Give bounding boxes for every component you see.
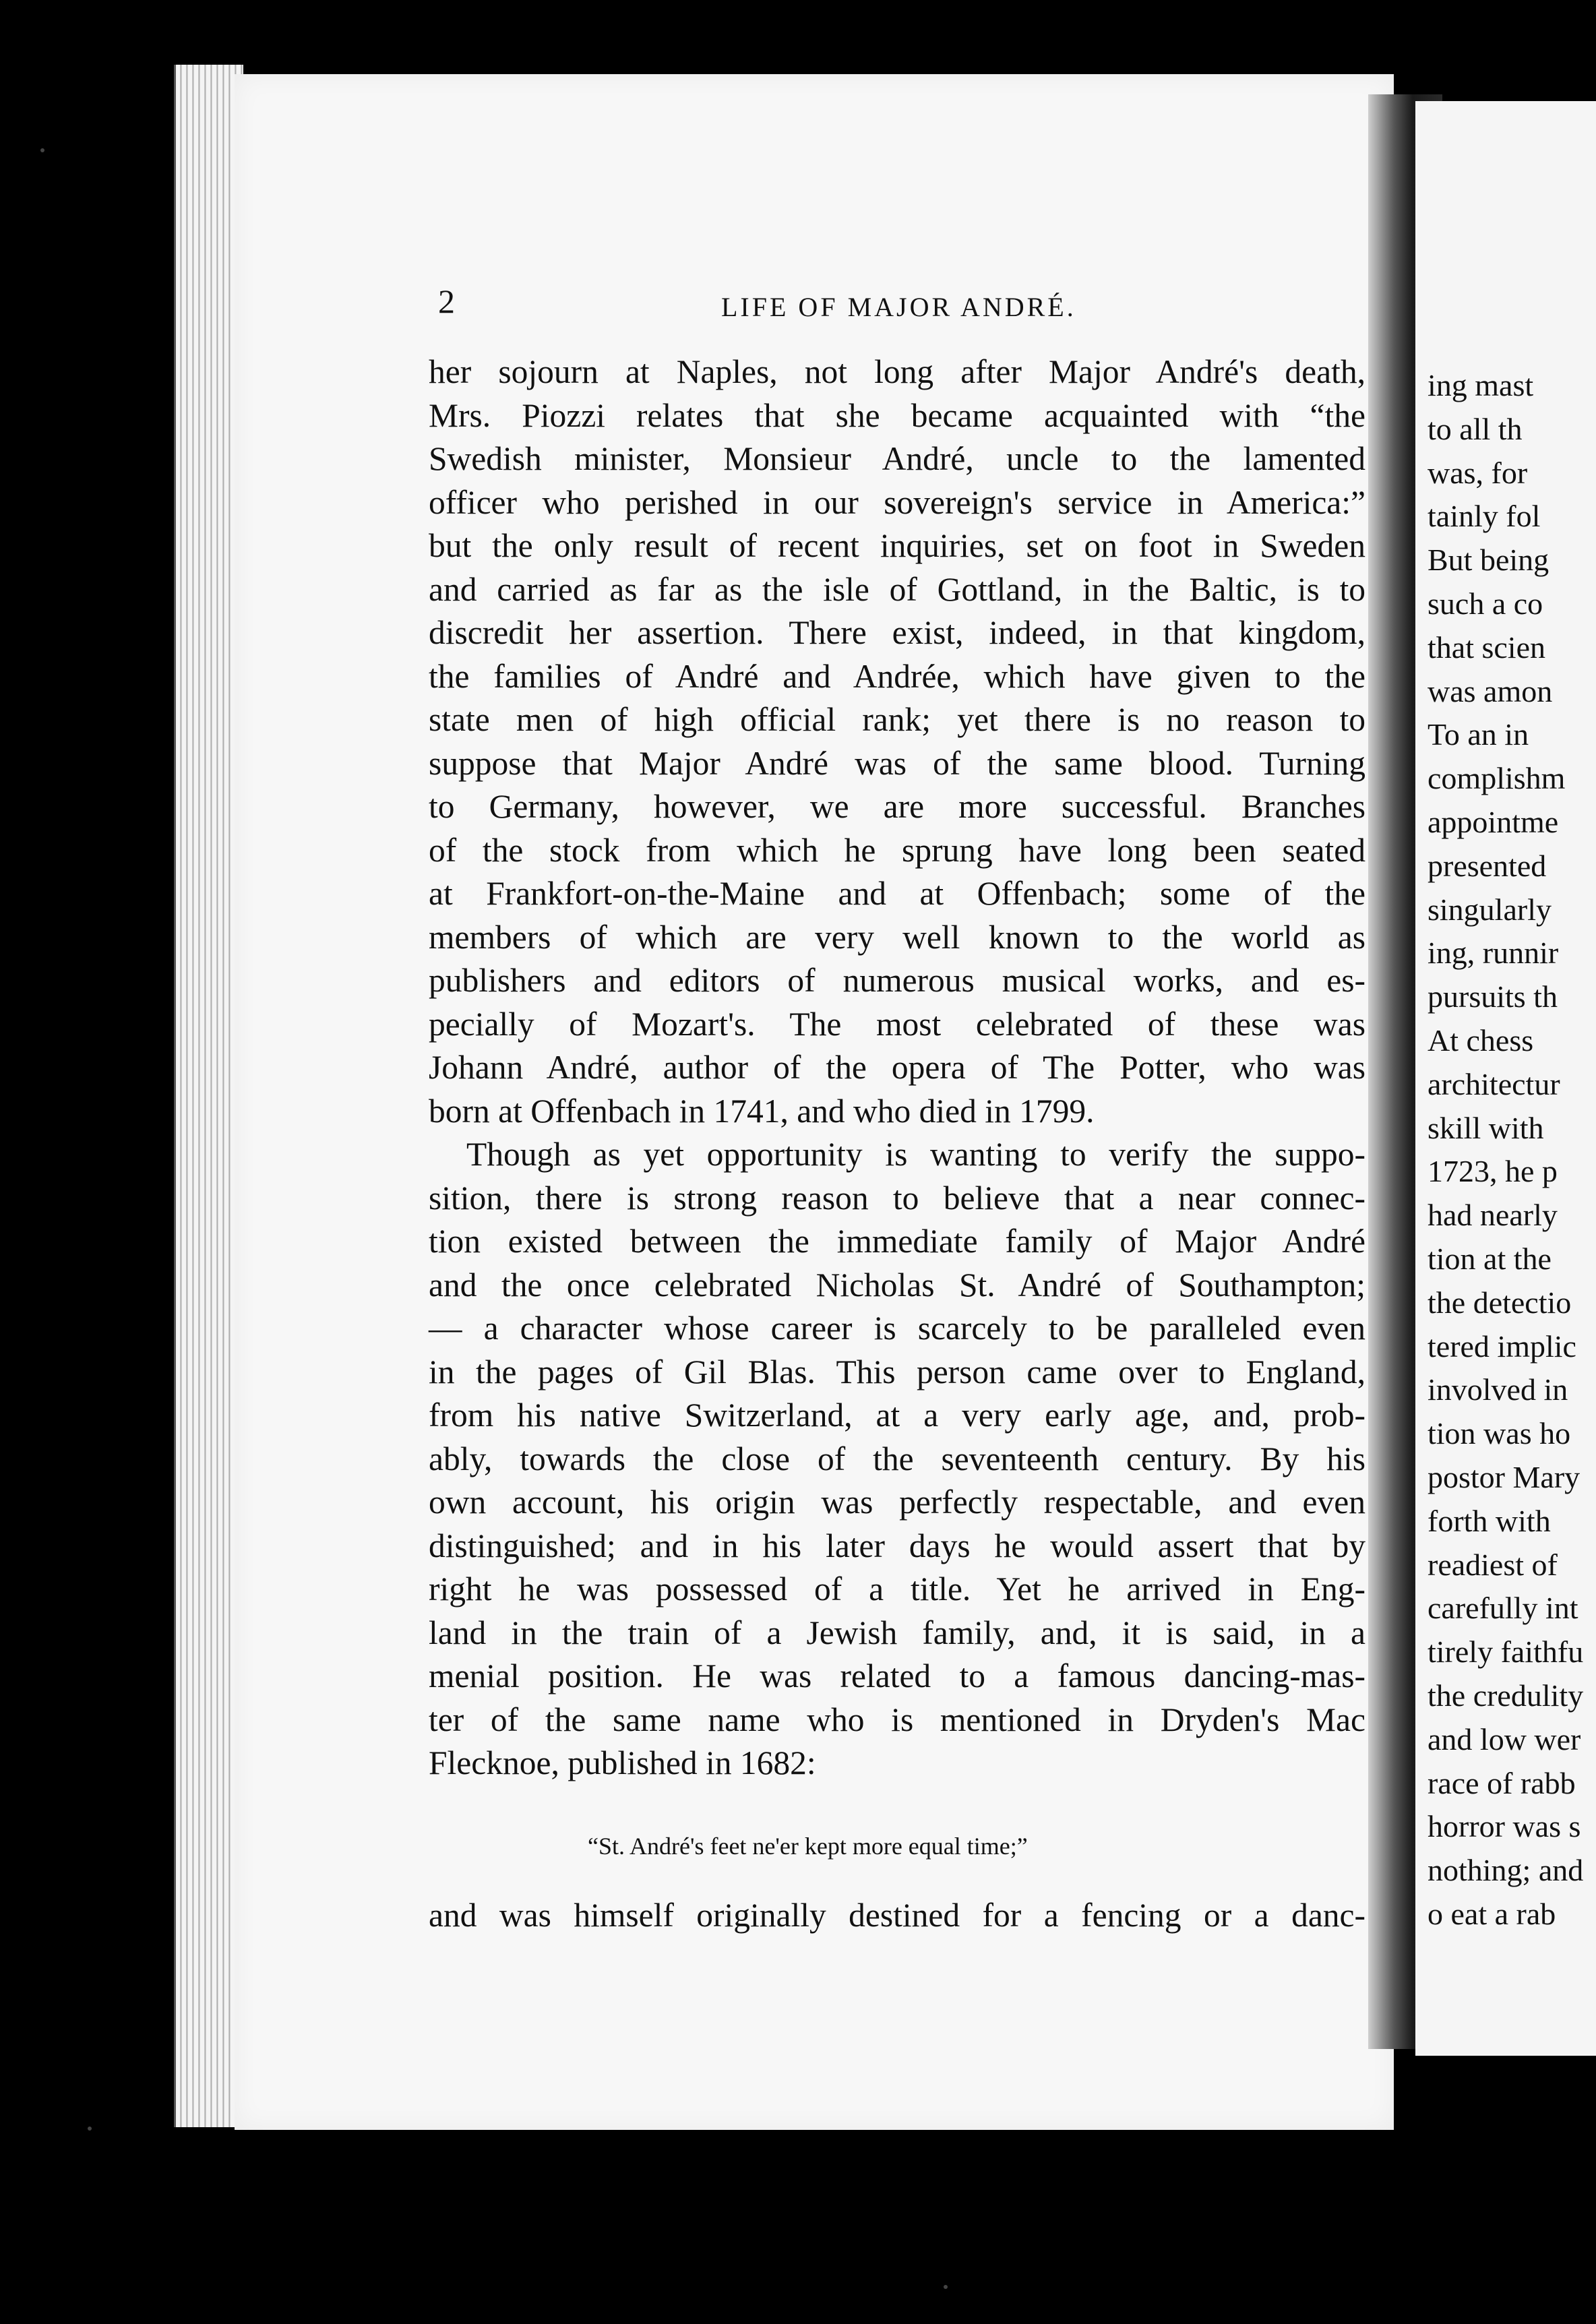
facing-line: pursuits th: [1428, 979, 1558, 1014]
text-line: officer who perished in our sovereign's service in America:”: [429, 483, 1365, 521]
text-line: Flecknoe, published in 1682:: [429, 1744, 816, 1781]
facing-line: to all th: [1428, 411, 1523, 446]
text-line: land in the train of a Jewish family, and, it is said, in a: [429, 1614, 1365, 1651]
text-line: from his native Switzerland, at a very early age, and, prob-: [429, 1397, 1365, 1434]
text-line: at Frankfort-on-the-Maine and at Offenbach; some of the: [429, 875, 1365, 912]
facing-line: tirely faithfu: [1428, 1634, 1584, 1670]
facing-line: and low wer: [1428, 1721, 1581, 1756]
facing-line: skill with: [1428, 1110, 1544, 1145]
facing-line: the credulity: [1428, 1678, 1584, 1713]
text-line: members of which are very well known to the world as: [429, 918, 1365, 956]
facing-page-text: [1428, 364, 1596, 1936]
scan-speck: [88, 2127, 92, 2131]
text-line: publishers and editors of numerous musical works, and es-: [429, 962, 1365, 999]
facing-line: readiest of: [1428, 1547, 1558, 1582]
text-line: and was himself originally destined for a fencing or a danc-: [429, 1897, 1365, 1934]
text-line: Though as yet opportunity is wanting to verify the suppo-: [466, 1136, 1365, 1173]
text-line: ter of the same name who is mentioned in Dryden's Mac: [429, 1701, 1365, 1738]
facing-line: race of rabb: [1428, 1765, 1576, 1800]
facing-line: forth with: [1428, 1503, 1551, 1538]
text-line: the families of André and Andrée, which have given to the: [429, 657, 1365, 695]
text-line: state men of high official rank; yet there is no reason to: [429, 701, 1365, 738]
facing-line: presented: [1428, 848, 1547, 883]
facing-line: had nearly: [1428, 1198, 1558, 1233]
text-line: sition, there is strong reason to believe that a near connec-: [429, 1179, 1365, 1217]
text-line: Johann André, author of the opera of The Potter, who was: [429, 1049, 1365, 1086]
page-edges: [174, 65, 243, 2127]
text-line: suppose that Major André was of the same blood. Turning: [429, 744, 1365, 782]
text-line: pecially of Mozart's. The most celebrated of these was: [429, 1005, 1365, 1043]
facing-line: was amon: [1428, 673, 1553, 708]
facing-line: was, for: [1428, 455, 1528, 490]
text-line: ably, towards the close of the seventeenth century. By his: [429, 1440, 1365, 1477]
text-line: and carried as far as the isle of Gottland, in the Baltic, is to: [429, 570, 1365, 608]
text-line: menial position. He was related to a famous dancing-mas-: [429, 1657, 1365, 1694]
facing-line: tainly fol: [1428, 499, 1541, 534]
facing-line: architectur: [1428, 1066, 1560, 1101]
text-line: tion existed between the immediate family of Major André: [429, 1223, 1365, 1260]
verse-quote: “St. André's feet ne'er kept more equal time;”: [588, 1833, 1028, 1860]
page-header: [438, 282, 1368, 322]
running-title: LIFE OF MAJOR ANDRÉ.: [721, 292, 1076, 322]
facing-line: carefully int: [1428, 1591, 1578, 1626]
facing-line: singularly: [1428, 892, 1552, 927]
text-line: of the stock from which he sprung have long been seated: [429, 831, 1365, 869]
facing-line: At chess: [1428, 1022, 1534, 1058]
text-line: Swedish minister, Monsieur André, uncle to the lamented: [429, 440, 1365, 477]
text-line: to Germany, however, we are more successful. Branches: [429, 788, 1365, 825]
facing-line: 1723, he p: [1428, 1154, 1558, 1189]
facing-line: horror was s: [1428, 1809, 1581, 1844]
facing-line: postor Mary: [1428, 1459, 1580, 1494]
scan-speck: [40, 148, 44, 152]
facing-line: tion was ho: [1428, 1416, 1571, 1451]
text-line: her sojourn at Naples, not long after Major André's death,: [429, 353, 1365, 390]
scan-speck: [944, 2285, 948, 2289]
text-line: own account, his origin was perfectly respectable, and even: [429, 1484, 1365, 1521]
facing-line: tion at the: [1428, 1241, 1552, 1276]
text-line: right he was possessed of a title. Yet he arrived in Eng-: [429, 1570, 1365, 1608]
facing-line: complishm: [1428, 761, 1566, 796]
facing-line: To an in: [1428, 717, 1529, 752]
facing-line: such a co: [1428, 586, 1543, 621]
facing-line: ing, runnir: [1428, 936, 1559, 971]
facing-line: that scien: [1428, 630, 1545, 665]
facing-line: nothing; and: [1428, 1853, 1584, 1888]
text-line: but the only result of recent inquiries, set on foot in Sweden: [429, 527, 1365, 564]
facing-line: But being: [1428, 543, 1549, 578]
text-line: born at Offenbach in 1741, and who died in 1799.: [429, 1092, 1095, 1130]
facing-line: ing mast: [1428, 368, 1534, 402]
facing-line: appointme: [1428, 804, 1559, 839]
page-number: 2: [438, 282, 455, 320]
facing-line: the detectio: [1428, 1285, 1572, 1320]
facing-line: o eat a rab: [1428, 1896, 1556, 1931]
text-line: — a character whose career is scarcely to be paralleled even: [429, 1310, 1365, 1347]
text-line: Mrs. Piozzi relates that she became acquainted with “the: [429, 396, 1365, 434]
text-line: discredit her assertion. There exist, indeed, in that kingdom,: [429, 614, 1365, 651]
text-line: in the pages of Gil Blas. This person came over to England,: [429, 1353, 1365, 1390]
text-line: distinguished; and in his later days he would assert that by: [429, 1527, 1365, 1564]
facing-line: involved in: [1428, 1372, 1568, 1407]
text-line: and the once celebrated Nicholas St. André of Southampton;: [429, 1266, 1365, 1304]
facing-line: tered implic: [1428, 1328, 1576, 1364]
body-text: [429, 350, 1365, 1785]
